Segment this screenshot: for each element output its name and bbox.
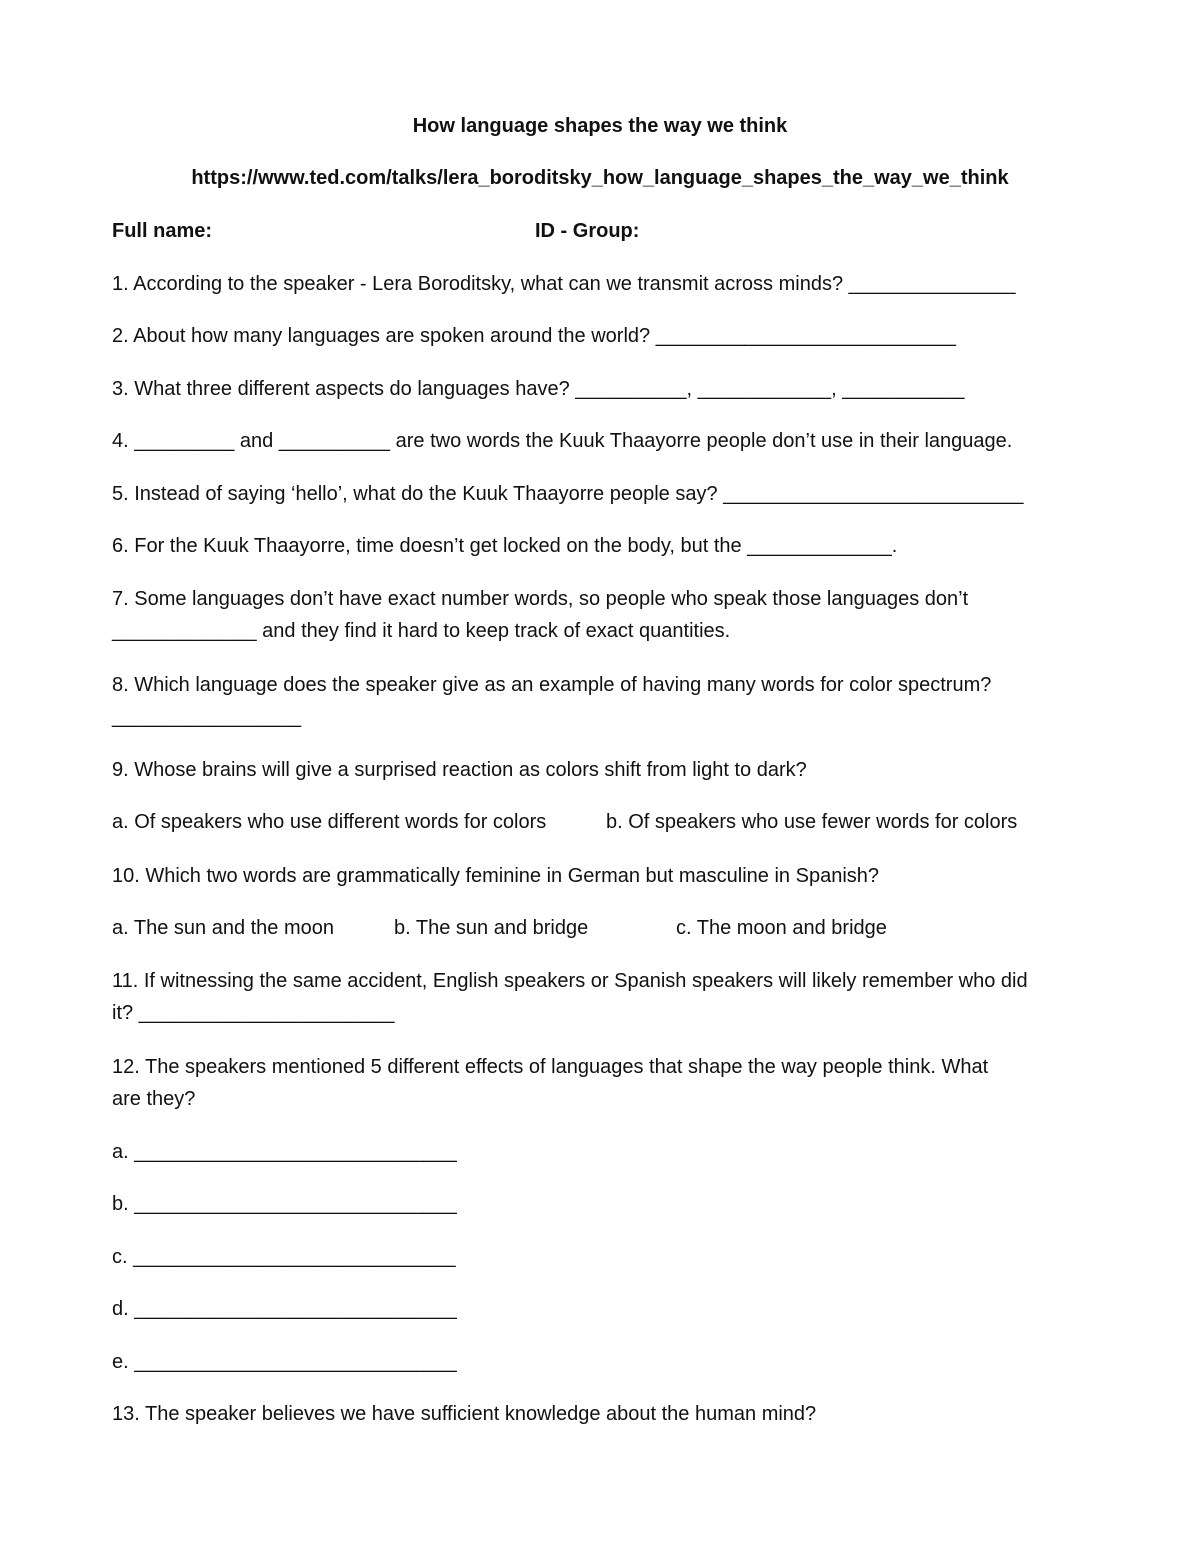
ted-talk-url: https://www.ted.com/talks/lera_boroditsky_how_language_shapes_the_way_we_think — [191, 167, 1009, 189]
question-10-option-a: a. The sun and the moon — [112, 917, 335, 939]
question-1: 1. According to the speaker - Lera Boroditsky, what can we transmit across minds? _______________ — [112, 273, 1016, 295]
question-3: 3. What three different aspects do languages have? __________, ____________, ___________ — [112, 378, 965, 400]
question-9-option-b: b. Of speakers who use fewer words for colors — [606, 811, 1018, 833]
question-12-line-1: 12. The speakers mentioned 5 different effects of languages that shape the way people think. What — [112, 1056, 989, 1078]
question-12-answer-e: e. _____________________________ — [112, 1351, 457, 1373]
question-12-answer-d: d. _____________________________ — [112, 1298, 457, 1320]
id-group-label: ID - Group: — [535, 220, 640, 242]
question-7-line-2: _____________ and they find it hard to keep track of exact quantities. — [112, 620, 731, 642]
question-10: 10. Which two words are grammatically feminine in German but masculine in Spanish? — [112, 865, 880, 887]
question-13: 13. The speaker believes we have sufficient knowledge about the human mind? — [112, 1403, 817, 1425]
question-9-option-a: a. Of speakers who use different words for colors — [112, 811, 547, 833]
question-12-answer-b: b. _____________________________ — [112, 1193, 457, 1215]
full-name-label: Full name: — [112, 220, 213, 242]
question-12-answer-a: a. _____________________________ — [112, 1141, 457, 1163]
question-5: 5. Instead of saying ‘hello’, what do the Kuuk Thaayorre people say? ___________________________ — [112, 483, 1024, 505]
question-7-line-1: 7. Some languages don’t have exact number words, so people who speak those languages don’t — [112, 588, 969, 610]
page-title: How language shapes the way we think — [412, 115, 788, 137]
question-12-line-2: are they? — [112, 1088, 196, 1110]
question-11-line-1: 11. If witnessing the same accident, English speakers or Spanish speakers will likely remember who did — [112, 970, 1028, 992]
question-9: 9. Whose brains will give a surprised reaction as colors shift from light to dark? — [112, 759, 807, 781]
question-2: 2. About how many languages are spoken around the world? ___________________________ — [112, 325, 957, 347]
question-8-line-2: _________________ — [112, 706, 302, 728]
question-10-option-b: b. The sun and bridge — [394, 917, 589, 939]
question-8-line-1: 8. Which language does the speaker give as an example of having many words for color spectrum? — [112, 674, 992, 696]
question-10-option-c: c. The moon and bridge — [676, 917, 887, 939]
question-6: 6. For the Kuuk Thaayorre, time doesn’t get locked on the body, but the _____________. — [112, 535, 898, 557]
question-4: 4. _________ and __________ are two words the Kuuk Thaayorre people don’t use in their language. — [112, 430, 1013, 452]
question-11-line-2: it? _______________________ — [112, 1002, 395, 1024]
question-12-answer-c: c. _____________________________ — [112, 1246, 456, 1268]
